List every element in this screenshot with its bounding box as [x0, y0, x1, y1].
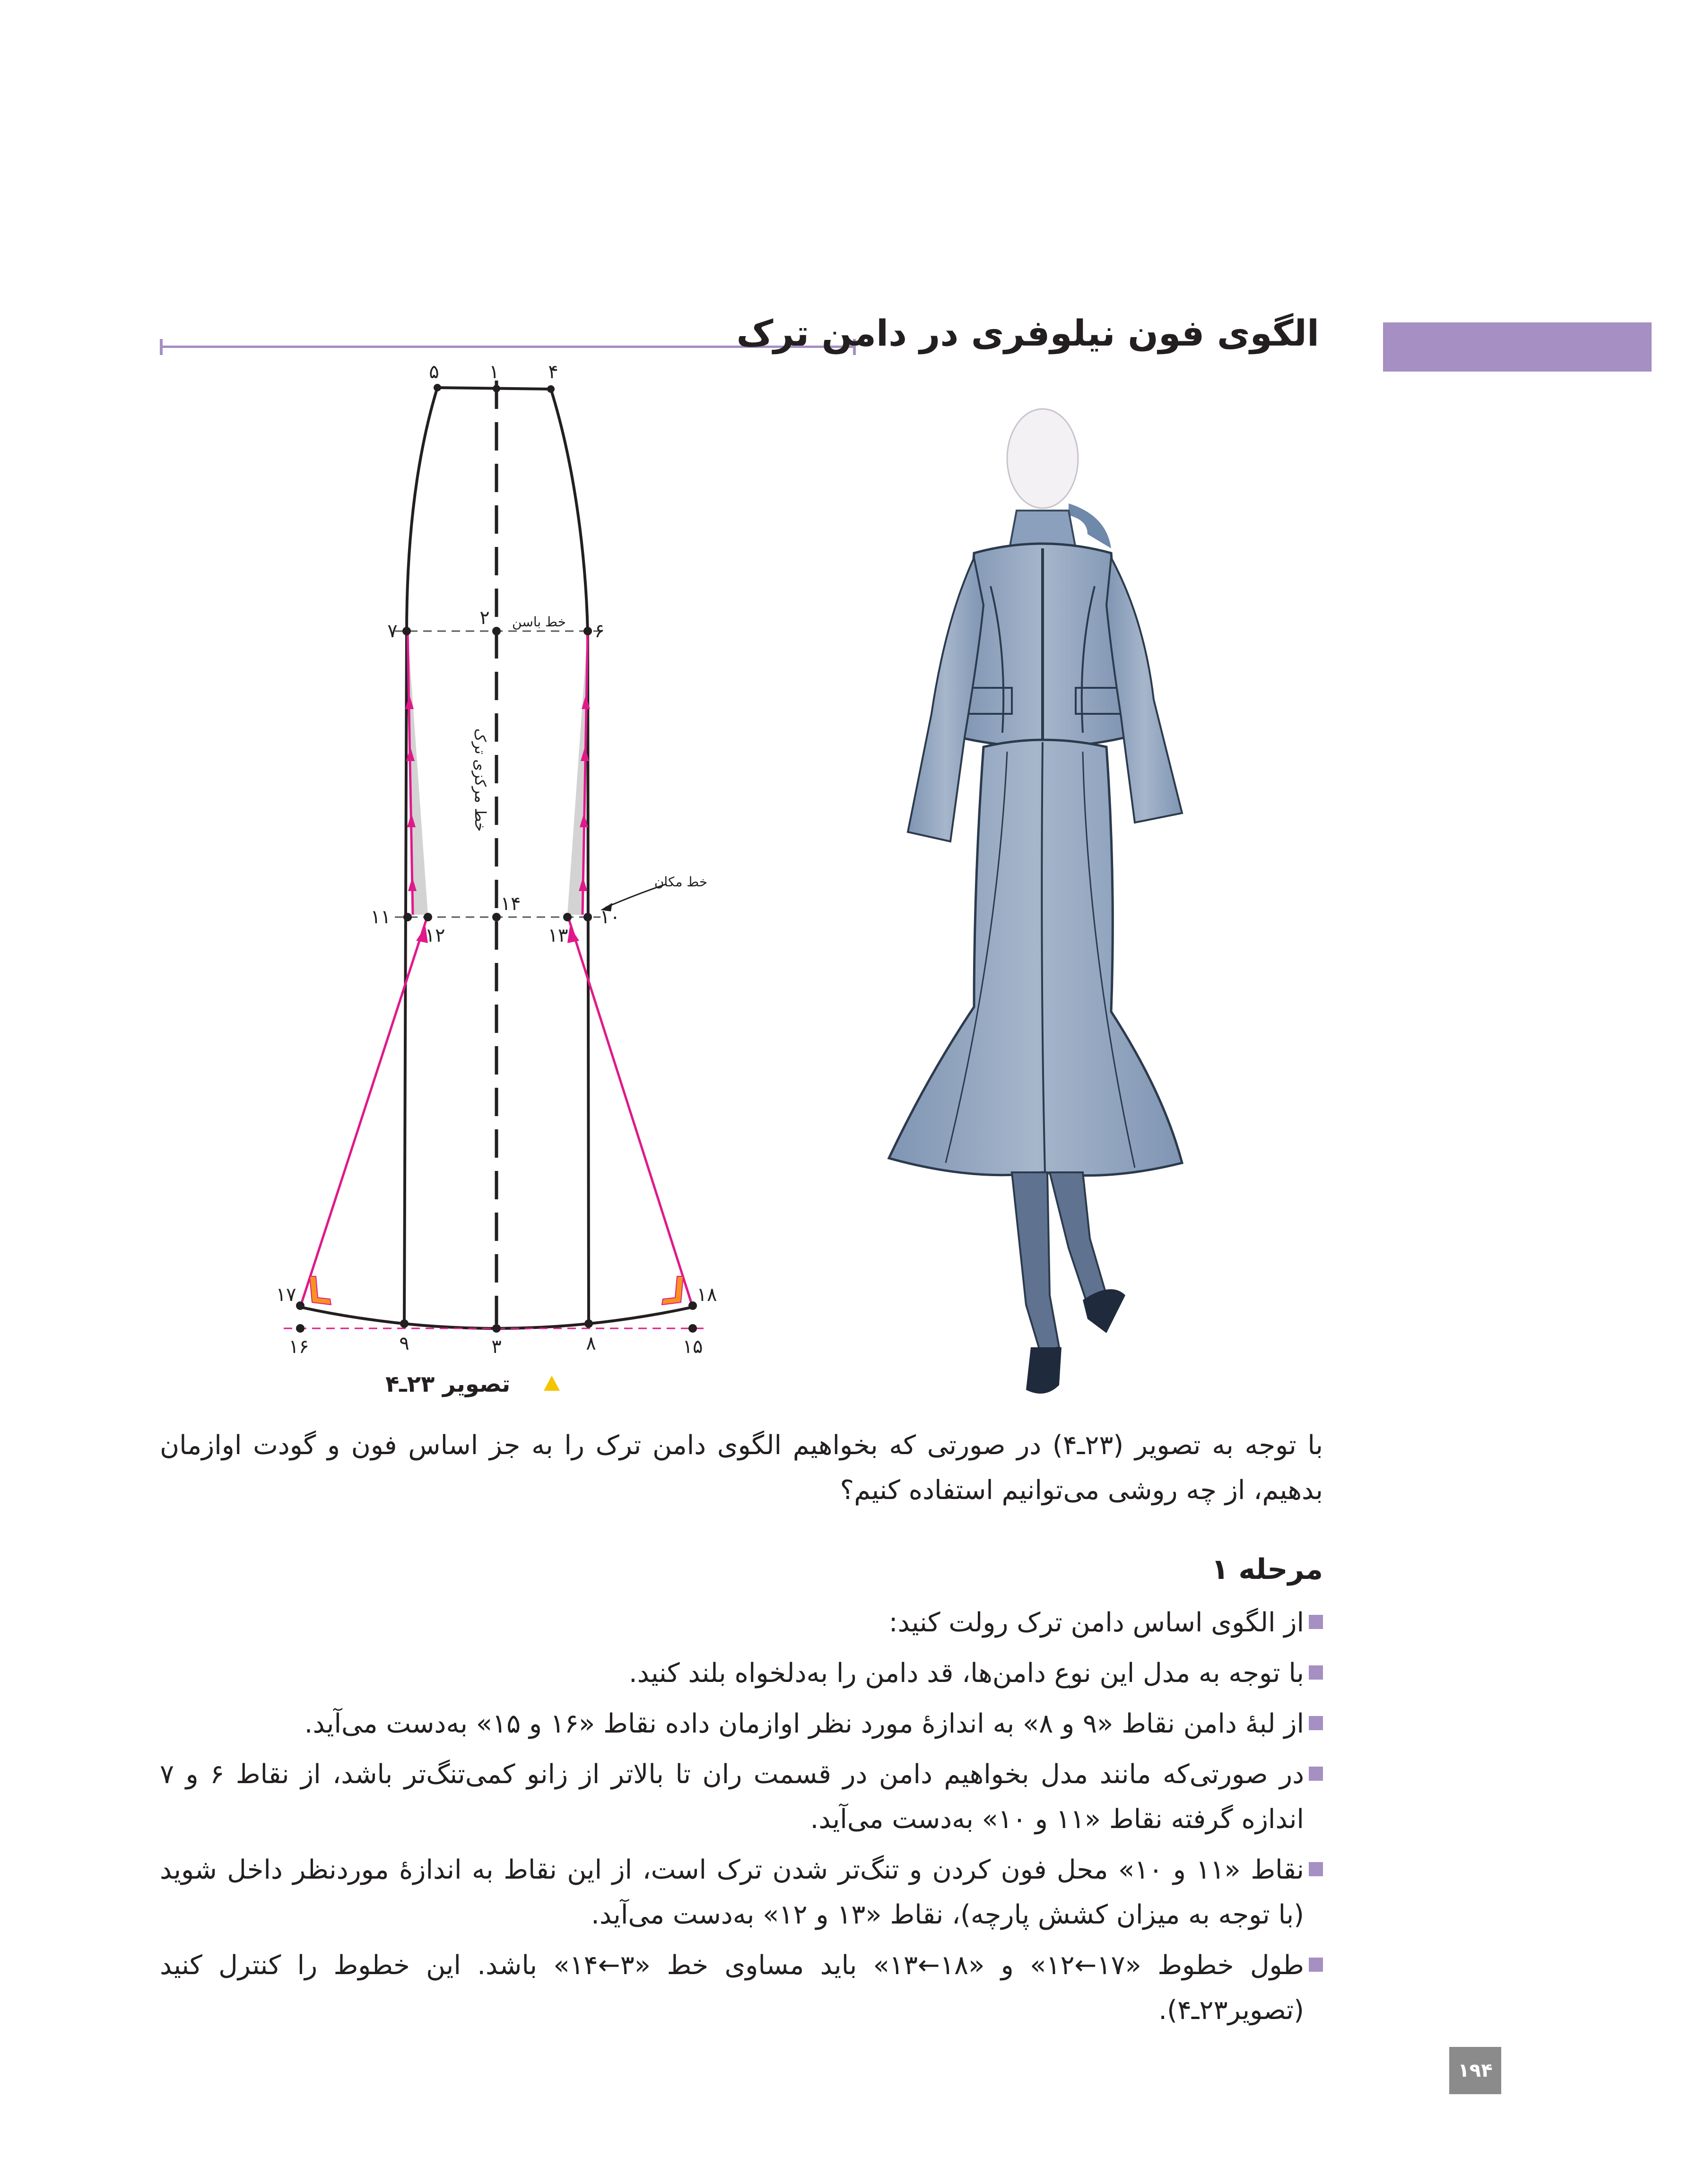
right-leg — [1050, 1172, 1106, 1305]
label-11: ۱۱ — [370, 906, 391, 928]
bullet-square-icon — [1309, 1767, 1323, 1781]
label-4: ۴ — [548, 361, 558, 383]
bullet-square-icon — [1309, 1615, 1323, 1629]
label-7: ۷ — [387, 620, 398, 642]
intro-paragraph: با توجه به تصویر (۲۳ـ۴) در صورتی که بخواهیم الگوی دامن ترک را به جز اساس فون و گودت اوازمان بدهیم، از چه روشی می‌توانیم استفاده کنیم؟ — [160, 1430, 1323, 1506]
label-9: ۹ — [399, 1333, 409, 1354]
figure-caption: تصویر ۲۳ـ۴ — [385, 1371, 511, 1397]
steps-list — [160, 1600, 1323, 2038]
label-15: ۱۵ — [682, 1336, 703, 1358]
left-leg — [1012, 1172, 1059, 1352]
list-item: با توجه به مدل این نوع دامن‌ها، قد دامن را به‌دلخواه بلند کنید. — [160, 1651, 1323, 1696]
left-shoe — [1026, 1347, 1062, 1394]
bullet-square-icon — [1309, 1716, 1323, 1730]
bullet-square-icon — [1309, 1862, 1323, 1876]
label-5: ۵ — [429, 361, 439, 383]
bullet-square-icon — [1309, 1665, 1323, 1680]
bullet-square-icon — [1309, 1958, 1323, 1972]
label-3: ۳ — [491, 1336, 502, 1358]
label-13: ۱۳ — [548, 925, 568, 946]
model-illustration — [804, 407, 1390, 1399]
head — [1007, 409, 1078, 508]
section-title: الگوی فون نیلوفری در دامن ترک — [736, 312, 1319, 354]
label-8: ۸ — [586, 1333, 596, 1354]
label-14: ۱۴ — [500, 893, 521, 915]
page-number: ۱۹۴ — [1449, 2047, 1501, 2094]
label-center-line: خط مرکزی ترک — [471, 728, 489, 832]
list-item: از لبهٔ دامن نقاط «۹ و ۸» به اندازهٔ مورد نظر اوازمان داده نقاط «۱۶ و ۱۵» به‌دست می‌آید. — [160, 1701, 1323, 1746]
label-2: ۲ — [479, 607, 490, 629]
marker-17 — [310, 1276, 331, 1305]
skirt-pattern-diagram — [246, 359, 766, 1380]
right-sleeve — [1106, 558, 1182, 823]
label-17: ۱۷ — [276, 1284, 296, 1306]
label-16: ۱۶ — [288, 1336, 309, 1358]
label-place-line: خط مکان — [654, 874, 708, 890]
label-hip-line: خط باسن — [512, 614, 566, 630]
section-header-bar — [1383, 322, 1652, 372]
label-1: ۱ — [489, 361, 499, 383]
label-6: ۶ — [594, 620, 605, 642]
list-item: در صورتی‌که مانند مدل بخواهیم دامن در قسمت ران تا بالاتر از زانو کمی‌تنگ‌تر باشد، از نقاط ۶ و ۷ اندازه گرفته نقاط «۱۱ و ۱۰» به‌دست می‌آید. — [160, 1752, 1323, 1842]
list-item: نقاط «۱۱ و ۱۰» محل فون کردن و تنگ‌تر شدن ترک است، از این نقاط به اندازهٔ موردنظر داخل شوید (با توجه به میزان کشش پارچه)، نقاط «۱۳ و ۱۲» به‌دست می‌آید. — [160, 1847, 1323, 1937]
flare-line-left — [300, 915, 428, 1307]
step-title: مرحله ۱ — [1211, 1553, 1323, 1586]
label-18: ۱۸ — [696, 1284, 717, 1306]
flare-line-right — [567, 915, 693, 1307]
caption-triangle-icon — [544, 1376, 560, 1391]
list-item: از الگوی اساس دامن ترک رولت کنید: — [160, 1600, 1323, 1645]
list-item: طول خطوط «۱۷←۱۲» و «۱۸←۱۳» باید مساوی خط «۳←۱۴» باشد. این خطوط را کنترل کنید (تصویر۲۳ـ۴). — [160, 1943, 1323, 2033]
label-12: ۱۲ — [425, 925, 445, 946]
label-10: ۱۰ — [600, 906, 620, 928]
header-rule-tick-left — [160, 339, 163, 355]
marker-18 — [662, 1276, 683, 1305]
